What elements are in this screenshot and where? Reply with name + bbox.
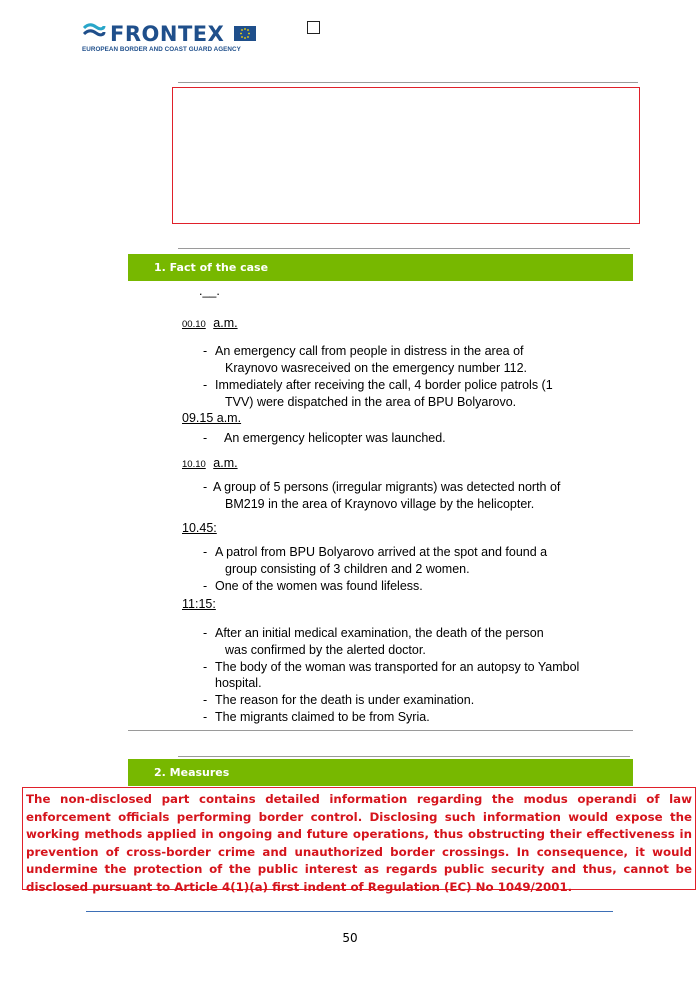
redaction-notice-text: The non-disclosed part contains detailed information regarding the modus operandi of law enforcement officials performing border control. Disclosing such information would expose the working methods applied in ongoing and future operations, thus obstructing their effectiveness in prevention of cross-border crime and unauthorized border crossings. In consequence, it would undermine the protection of the public interest as regards public security and thus, cannot be disclosed pursuant to Article 4(1)(a) first indent of Regulation (EC) No 1049/2001.: [26, 792, 692, 894]
redacted-block: [172, 87, 640, 224]
logo-tagline: EUROPEAN BORDER AND COAST GUARD AGENCY: [82, 46, 241, 53]
frontex-wave-icon: [82, 22, 106, 42]
divider: [178, 248, 630, 249]
logo-wordmark: FRONTEX: [110, 22, 225, 46]
footer-divider: [86, 911, 613, 912]
list-item-continuation: group consisting of 3 children and 2 women.: [225, 562, 470, 576]
divider: [178, 756, 630, 757]
checkbox[interactable]: [307, 21, 320, 34]
time-entry: 09.15 a.m.: [182, 411, 242, 425]
section-header-measures: 2. Measures: [128, 759, 633, 786]
frontex-logo: [82, 22, 272, 58]
time-entry: 00.10 a.m.: [182, 316, 238, 330]
list-item-continuation: Kraynovo wasreceived on the emergency number 112.: [225, 361, 528, 375]
time-entry: 10.10 a.m.: [182, 456, 238, 470]
time-entry: 10.45:: [182, 521, 217, 535]
list-item-continuation: hospital.: [215, 676, 262, 690]
redaction-notice: [22, 787, 696, 894]
page-number: 50: [342, 931, 358, 945]
time-entry: 11:15:: [182, 597, 216, 611]
divider: [178, 82, 638, 83]
section-header-fact: 1. Fact of the case: [128, 254, 633, 281]
list-item-continuation: was confirmed by the alerted doctor.: [225, 643, 426, 657]
intro-mark: .__.: [199, 284, 220, 298]
divider: [128, 730, 633, 731]
list-item-continuation: BM219 in the area of Kraynovo village by the helicopter.: [225, 497, 535, 511]
list-item-continuation: TVV) were dispatched in the area of BPU Bolyarovo.: [225, 395, 517, 409]
eu-flag-icon: [234, 26, 256, 41]
